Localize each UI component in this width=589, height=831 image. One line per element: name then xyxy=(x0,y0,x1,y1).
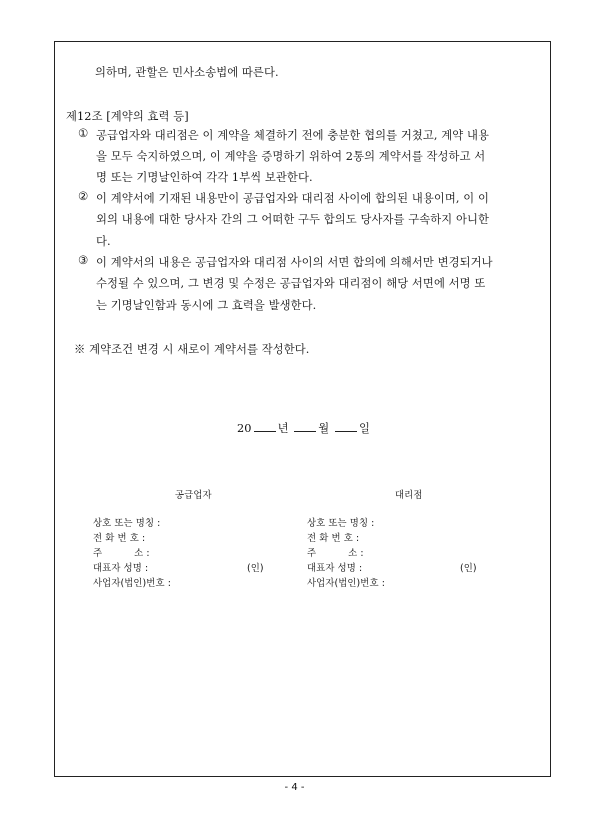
supplier-phone-label: 전 화 번 호 : xyxy=(93,533,146,544)
item-3-line-2: 수정될 수 있으며, 그 변경 및 수정은 공급업자와 대리점이 해당 서면에 서명 또 xyxy=(96,277,486,290)
date-year-prefix: 20 xyxy=(237,422,252,435)
supplier-company-label: 상호 또는 명칭 : xyxy=(93,518,161,529)
item-1-line-1: 공급업자와 대리점은 이 계약을 체결하기 전에 충분한 협의를 거쳤고, 계약 내용 xyxy=(96,129,490,142)
agency-company-label: 상호 또는 명칭 : xyxy=(307,518,375,529)
year-blank xyxy=(254,420,276,432)
contract-change-note: ※ 계약조건 변경 시 새로이 계약서를 작성한다. xyxy=(74,343,310,356)
signing-date xyxy=(237,420,370,436)
supplier-rep-label: 대표자 성명 : xyxy=(93,563,149,574)
month-blank xyxy=(294,420,316,432)
supplier-seal: (인) xyxy=(247,563,264,574)
date-year-label: 년 xyxy=(277,422,289,435)
page-number: - 4 - xyxy=(284,782,305,793)
date-month-label: 월 xyxy=(318,422,330,435)
item-3-number: ③ xyxy=(78,254,89,267)
item-1-line-3: 명 또는 기명날인하여 각각 1부씩 보관한다. xyxy=(96,171,313,184)
item-3-line-1: 이 계약서의 내용은 공급업자와 대리점 사이의 서면 합의에 의해서만 변경되거나 xyxy=(96,256,493,269)
supplier-bizno-label: 사업자(법인)번호 : xyxy=(93,578,171,589)
item-2-line-1: 이 계약서에 기재된 내용만이 공급업자와 대리점 사이에 합의된 내용이며, 이 이 xyxy=(96,192,490,205)
item-1-number: ① xyxy=(78,127,89,140)
item-2-line-3: 다. xyxy=(96,235,111,248)
item-2-line-2: 외의 내용에 대한 당사자 간의 그 어떠한 구두 합의도 당사자를 구속하지 아니한 xyxy=(96,213,490,226)
supplier-title: 공급업자 xyxy=(175,490,212,501)
agency-phone-label: 전 화 번 호 : xyxy=(307,533,360,544)
supplier-address-label: 주 소 : xyxy=(93,548,150,559)
item-3-line-3: 는 기명날인함과 동시에 그 효력을 발생한다. xyxy=(96,299,317,312)
agency-bizno-label: 사업자(법인)번호 : xyxy=(307,578,385,589)
date-day-label: 일 xyxy=(359,422,371,435)
agency-title: 대리점 xyxy=(395,490,423,501)
agency-rep-label: 대표자 성명 : xyxy=(307,563,363,574)
item-1-line-2: 을 모두 숙지하였으며, 이 계약을 증명하기 위하여 2통의 계약서를 작성하고 서 xyxy=(96,150,486,163)
agency-seal: (인) xyxy=(460,563,477,574)
agency-address-label: 주 소 : xyxy=(307,548,364,559)
item-2-number: ② xyxy=(78,190,89,203)
previous-paragraph-end: 의하며, 관할은 민사소송법에 따른다. xyxy=(95,66,279,79)
article-12-title: 제12조 [계약의 효력 등] xyxy=(66,110,189,123)
day-blank xyxy=(335,420,357,432)
